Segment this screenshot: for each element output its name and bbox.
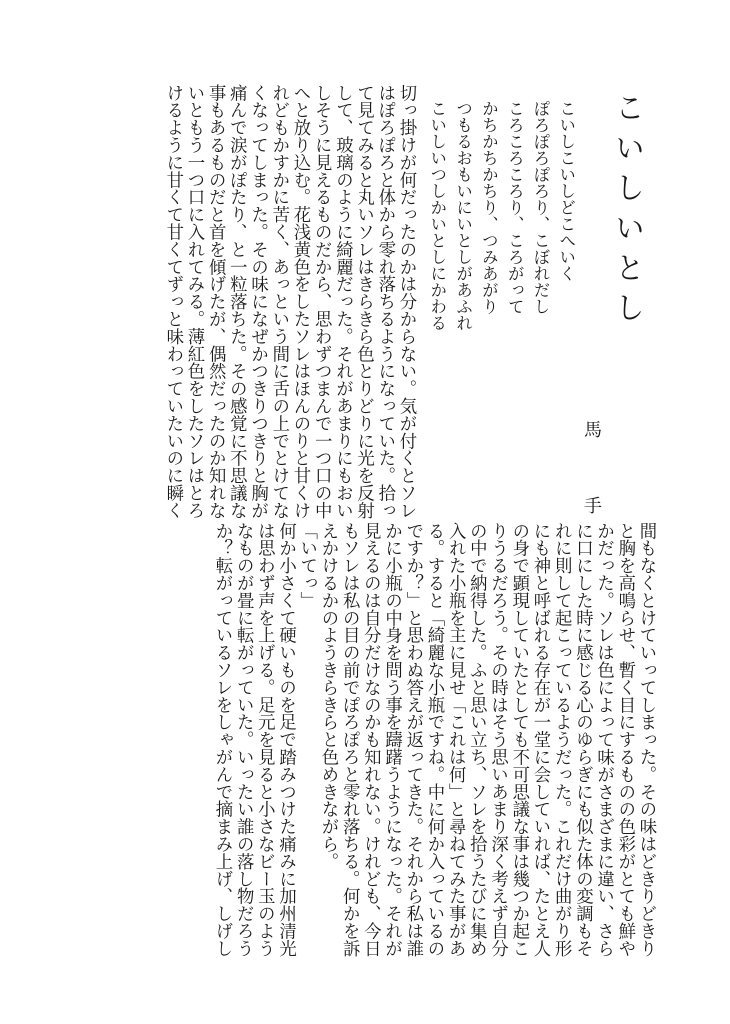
text-column: る。すると「綺麗な小瓶ですね。中に何か入っているの <box>423 522 444 957</box>
text-column: 痛んで涙がぽたり、と一粒落ちた。その感覚に不思議な <box>226 84 247 519</box>
text-column: もソレは私の目の前でぽろぽろと零れ落ちる。何かを訴 <box>339 522 360 957</box>
poem-line: つもるおもいにいとしがあふれ <box>453 100 473 331</box>
text-column: て見てみると丸いソレはきらきら色とりどりに光を反射 <box>353 84 374 519</box>
text-column: はぽろぽろと体から零れ落ちるようになっていた。拾っ <box>374 84 395 519</box>
text-column: ですか？」と思わぬ答えが返ってきた。それから私は誰 <box>402 522 423 957</box>
text-column: にも神と呼ばれる存在が一堂に会していれば、たとえ人 <box>529 522 550 957</box>
body-text-bottom <box>86 522 656 957</box>
poem-line: こいしいつしかいとしにかわる <box>427 100 447 331</box>
text-column: れどもかすかに苦く、あっという間に舌の上でとけてな <box>268 84 289 519</box>
text-column: へと放り込む。花浅黄色をしたソレはほんのりと甘くけ <box>289 84 310 519</box>
text-column: 何か小さくて硬いものを足で踏みつけた痛みに加州清光 <box>275 522 296 957</box>
text-column: して、玻璃のように綺麗だった。それがあまりにもおい <box>332 84 353 519</box>
poem <box>424 100 579 331</box>
text-column: 事もあるものだと首を傾げたが、偶然だったのか知れな <box>205 84 226 519</box>
text-column: かだった。ソレは色によって味がさまざまに違い、さら <box>593 522 614 957</box>
text-column: 「いてっ」 <box>296 522 317 609</box>
text-column: か？転がっているソレをしゃがんで摘まみ上げ、しげし <box>211 522 232 957</box>
text-column: しそうに見えるものだから、思わずつまんで一つ口の中 <box>311 84 332 519</box>
poem-line: こいしこいしどこへいく <box>556 100 576 282</box>
text-column: 入れた小瓶を主に見せ「これは何」と尋ねてみた事があ <box>445 522 466 957</box>
text-column: かに小瓶の中身を問う事を躊躇うようになった。それが <box>381 522 402 957</box>
text-column: に口にした時に感じる心のゆらぎにも似た体の変調もそ <box>572 522 593 957</box>
text-column: れに則して起こっているようだった。これだけ曲がり形 <box>551 522 572 957</box>
text-column: の中で納得した。ふと思い立ち、ソレを拾うたびに集め <box>466 522 487 957</box>
body-text-top <box>86 84 416 519</box>
poem-line: かちかちかちり、つみあがり <box>479 100 499 315</box>
text-column: と胸を高鳴らせ、暫く目にするものの色彩がとても鮮や <box>614 522 635 957</box>
text-column: 間もなくとけていってしまった。その味はどきりどきり <box>636 522 656 957</box>
text-column: の身で顕現していたとしても不可思議な事は幾つか起こ <box>508 522 529 957</box>
text-column: くなってしまった。その味になぜかつきりつきりと胸が <box>247 84 268 519</box>
text-column: は思わず声を上げる。足元を見ると小さなビー玉のよう <box>254 522 275 957</box>
text-column: けるように甘くて甘くてずっと味わっていたいのに瞬く <box>162 84 183 519</box>
text-column: えかけるかのようきらきらと色めきながら。 <box>317 522 338 870</box>
text-column: いともう一つ口に入れてみる。薄紅色をしたソレはとろ <box>183 84 204 519</box>
story-title: こいしいとし <box>609 92 644 332</box>
text-column: 切っ掛けが何だったのかは分からない。気が付くとソレ <box>396 84 416 519</box>
poem-line: ぽろぽろぽろり、こぼれだし <box>530 100 550 315</box>
author-name: 馬 手 <box>581 420 602 534</box>
text-column: 見えるのは自分だけなのかも知れない。けれども、今日 <box>360 522 381 957</box>
text-column: りうるだろう。その時はそう思いあまり深く考えず自分 <box>487 522 508 957</box>
poem-line: ころころころり、ころがって <box>505 100 525 315</box>
text-column: なものが畳に転がっていた。いったい誰の落し物だろう <box>233 522 254 957</box>
